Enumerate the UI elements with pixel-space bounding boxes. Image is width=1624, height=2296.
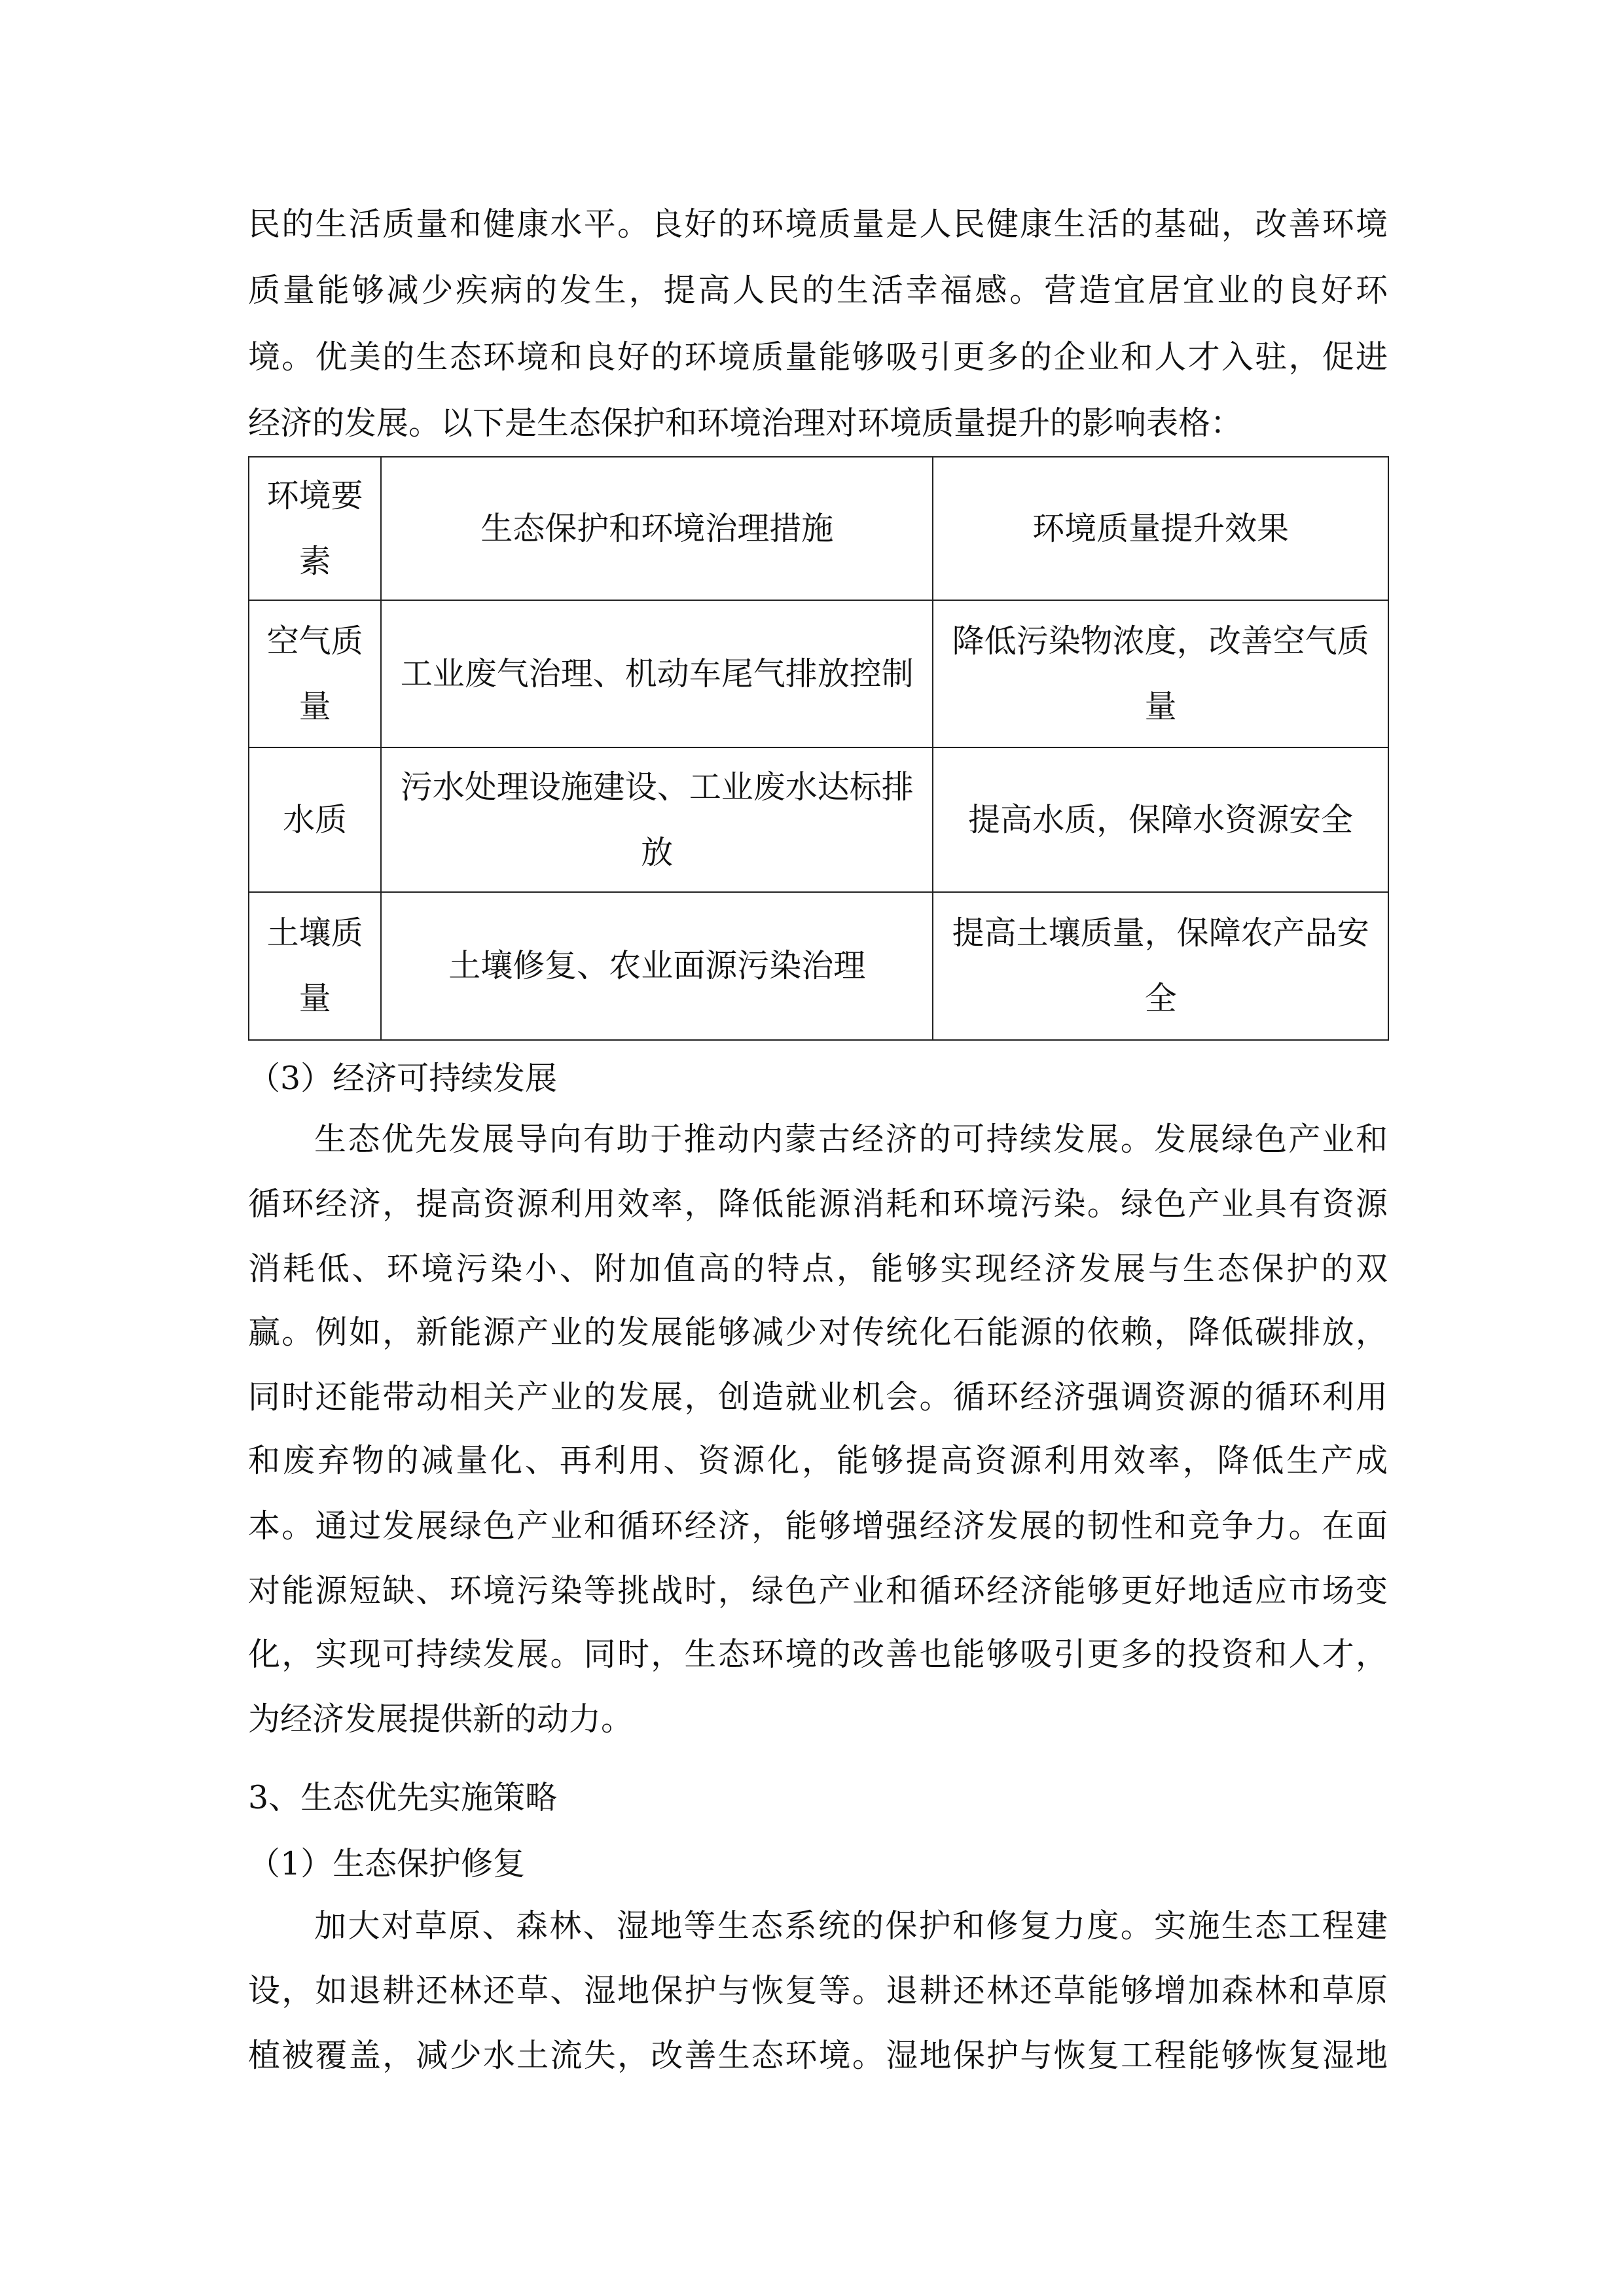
subheading: （3）经济可持续发展 (248, 1060, 558, 1097)
table-cell: 提高水质，保障水资源安全 (933, 747, 1388, 892)
paragraph-line: 设，如退耕还林还草、湿地保护与恢复等。退耕还林还草能够增加森林和草原 (248, 1972, 1388, 2009)
paragraph-line: 生态优先发展导向有助于推动内蒙古经济的可持续发展。发展绿色产业和 (314, 1121, 1388, 1158)
paragraph-line: 循环经济，提高资源利用效率，降低能源消耗和环境污染。绿色产业具有资源 (248, 1185, 1388, 1223)
table-header-row (249, 457, 1388, 600)
table-row (249, 600, 1388, 747)
table-header-cell: 环境要素 (249, 457, 381, 600)
section-heading: 3、生态优先实施策略 (248, 1779, 558, 1816)
paragraph-line: 境。优美的生态环境和良好的环境质量能够吸引更多的企业和人才入驻，促进 (248, 338, 1388, 376)
table-cell: 土壤质量 (249, 892, 381, 1040)
impact-table (248, 456, 1389, 1041)
paragraph-line: 民的生活质量和健康水平。良好的环境质量是人民健康生活的基础，改善环境 (248, 206, 1388, 243)
paragraph-line: 本。通过发展绿色产业和循环经济，能够增强经济发展的韧性和竞争力。在面 (248, 1507, 1388, 1545)
table-header-cell: 生态保护和环境治理措施 (381, 457, 933, 600)
paragraph-line: 化，实现可持续发展。同时，生态环境的改善也能够吸引更多的投资和人才， (248, 1636, 1388, 1673)
paragraph-line: 加大对草原、森林、湿地等生态系统的保护和修复力度。实施生态工程建 (314, 1907, 1388, 1945)
table-cell: 降低污染物浓度，改善空气质量 (933, 600, 1388, 747)
paragraph-line: 同时还能带动相关产业的发展，创造就业机会。循环经济强调资源的循环利用 (248, 1378, 1388, 1416)
table-cell: 土壤修复、农业面源污染治理 (381, 892, 933, 1040)
table-cell: 工业废气治理、机动车尾气排放控制 (381, 600, 933, 747)
subheading: （1）生态保护修复 (248, 1845, 526, 1882)
table-row (249, 747, 1388, 892)
table-header-cell: 环境质量提升效果 (933, 457, 1388, 600)
paragraph-line: 和废弃物的减量化、再利用、资源化，能够提高资源利用效率，降低生产成 (248, 1442, 1388, 1479)
table-cell: 空气质量 (249, 600, 381, 747)
paragraph-line: 植被覆盖，减少水土流失，改善生态环境。湿地保护与恢复工程能够恢复湿地 (248, 2037, 1388, 2074)
paragraph-line: 经济的发展。以下是生态保护和环境治理对环境质量提升的影响表格： (248, 404, 1243, 442)
paragraph-line: 消耗低、环境污染小、附加值高的特点，能够实现经济发展与生态保护的双 (248, 1250, 1388, 1287)
paragraph-line: 对能源短缺、环境污染等挑战时，绿色产业和循环经济能够更好地适应市场变 (248, 1572, 1388, 1609)
paragraph-line: 为经济发展提供新的动力。 (248, 1700, 634, 1738)
paragraph-line: 质量能够减少疾病的发生，提高人民的生活幸福感。营造宜居宜业的良好环 (248, 272, 1388, 309)
paragraph-line: 赢。例如，新能源产业的发展能够减少对传统化石能源的依赖，降低碳排放， (248, 1314, 1388, 1351)
table-cell: 水质 (249, 747, 381, 892)
table-cell: 污水处理设施建设、工业废水达标排放 (381, 747, 933, 892)
table-row (249, 892, 1388, 1040)
table-cell: 提高土壤质量，保障农产品安全 (933, 892, 1388, 1040)
